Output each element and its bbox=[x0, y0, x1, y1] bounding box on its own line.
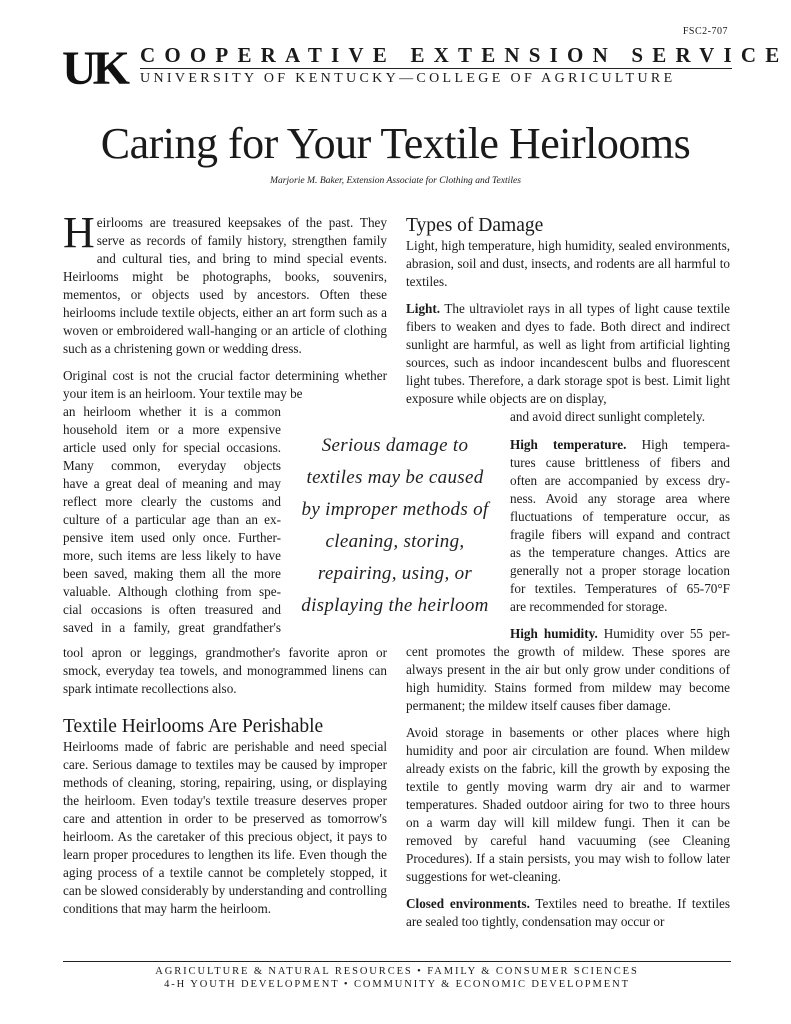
wrapped-lines: an heirloom whether it is a common household item or a more expensive article used only for special occasions. Many common, everyday objects have a great deal of meaning and may reflect more clearly the customs and culture of a particular age than an ex- pensive item used only once. Further- more, such items are less likely to have been saved, making them all the more valuable. Although clothing from spe- cial occasions is often treasured and saved in a family, great grandfather's bbox=[63, 404, 281, 635]
page-title: Caring for Your Textile Heirlooms bbox=[100, 119, 691, 168]
right-column-bottom bbox=[406, 643, 730, 940]
paragraph-original-cost: Original cost is not the crucial factor determining whether your item is an heirloom. Your textile may be bbox=[63, 368, 387, 401]
org-name: COOPERATIVE EXTENSION SERVICE bbox=[140, 43, 789, 67]
paragraph-light: Light. The ultraviolet rays in all types of light cause textile fibers to weaken and dyes to fade. Both direct and indirect sunlight are harmful, as well as light from artificial lighting sources, such as indoor incandescent bulbs and fluorescent light tubes. Therefore, a dark storage spot is best. Limit light exposure while objects are on display, bbox=[406, 301, 730, 406]
drop-cap: H bbox=[63, 208, 95, 257]
section-perishable bbox=[63, 716, 387, 927]
pull-quote: Serious damage to textiles may be caused by improper methods of cleaning, storing, repairing, using, or displaying the heirloom bbox=[301, 435, 489, 616]
paragraph-closed: Closed environments. Textiles need to breathe. If textiles are sealed too tightly, condensation may occur or bbox=[406, 896, 730, 929]
paragraph-damage-intro: Light, high temperature, high humidity, sealed environments, abrasion, soil and dust, insects, and rodents are all harmful to textiles. bbox=[406, 238, 730, 289]
section-heading-damage: Types of Damage bbox=[406, 215, 544, 236]
temperature-lines: tures cause brittleness of fibers and often are accompanied by excess dry- ness. Avoid any storage area where fluctuations of temperature occur, as fragile fibers will expand and contract as the temperature changes. Attics are generally not a proper storage location for textiles. Temperatures of 65-70°F bbox=[510, 455, 730, 596]
footer-rule bbox=[63, 961, 731, 962]
footer-line-1: AGRICULTURE & NATURAL RESOURCES • FAMILY & CONSUMER SCIENCES bbox=[155, 966, 639, 977]
left-column-bottom bbox=[63, 644, 387, 707]
paragraph-perishable: Heirlooms made of fabric are perishable and need special care. Serious damage to textiles may be caused by improper methods of cleaning, storing, repairing, using, or displaying the heirloom. Even today's textile treasure deserves proper care and attention in order to be preserved as tomorrow's heirloom. As the caretaker of this precious object, it pays to learn proper procedures to lengthen its life. Even though the aging process of a textile cannot be completely stopped, it can be slowed considerably by understanding and controlling conditions that may harm the heirloom. bbox=[63, 739, 387, 916]
right-column bbox=[406, 215, 730, 426]
org-subtitle: UNIVERSITY OF KENTUCKY—COLLEGE OF AGRICULTURE bbox=[140, 71, 676, 86]
paragraph-avoid-storage: Avoid storage in basements or other places where high humidity and poor air circulation are found. When mildew already exists on the fabric, kill the growth by exposing the textile to gently moving warm dry air and to warmer temperatures. Shaded outdoor airing for two to three hours on a warm day will kill mildew fungi. Then it can be removed by careful hand vacuuming (see Cleaning Procedures). If a stain persists, you may wish to follow later suggestions for wet-cleaning. bbox=[406, 725, 730, 884]
paragraph-humidity: cent promotes the growth of mildew. These spores are always present in the air but only grow under conditions of high humidity. Stains formed from mildew may become permanent; the mildew itself causes fiber damage. bbox=[406, 644, 730, 713]
publication-code: FSC2-707 bbox=[682, 26, 728, 37]
uk-logo bbox=[62, 44, 132, 88]
light-last-line: and avoid direct sunlight completely. bbox=[510, 409, 706, 424]
paragraph-recollections: tool apron or leggings, grandmother's favorite apron or smock, everyday tea towels, and monogrammed linens can spark intimate recollections also. bbox=[63, 645, 387, 696]
author-line: Marjorie M. Baker, Extension Associate for Clothing and Textiles bbox=[269, 175, 521, 186]
header-rule bbox=[140, 68, 732, 69]
section-heading-perishable: Textile Heirlooms Are Perishable bbox=[63, 716, 324, 737]
humidity-first-line: High humidity. Humidity over 55 per- bbox=[510, 626, 730, 641]
svg-text:UK: UK bbox=[62, 44, 126, 88]
footer-line-2: 4-H YOUTH DEVELOPMENT • COMMUNITY & ECONOMIC DEVELOPMENT bbox=[164, 979, 630, 990]
temperature-block: High temperature. High tempera- tures cause brittleness of fibers and often are accompanied by excess dry- ness. Avoid any storage area where fluctuations of temperature occur, as fragile fibers will expand and contract as the temperature changes. Attics are generally not a proper storage location for textiles. Temperatures of 65-70°F are recommended for storage. bbox=[510, 437, 730, 614]
intro-paragraph: Heirlooms are treasured keepsakes of the past. They serve as records of family history, strengthen family and cultural ties, and bring to mind special events. Heirlooms might be photographs, books, souvenirs, mementos, or objects used by ancestors. Often these heirlooms include textile objects, either an art form such as a woven or embroidered wall-hanging or an article of clothing such as a christening gown or wedding dress. bbox=[63, 208, 387, 356]
temperature-first-line: High temperature. High tempera- bbox=[510, 437, 730, 452]
